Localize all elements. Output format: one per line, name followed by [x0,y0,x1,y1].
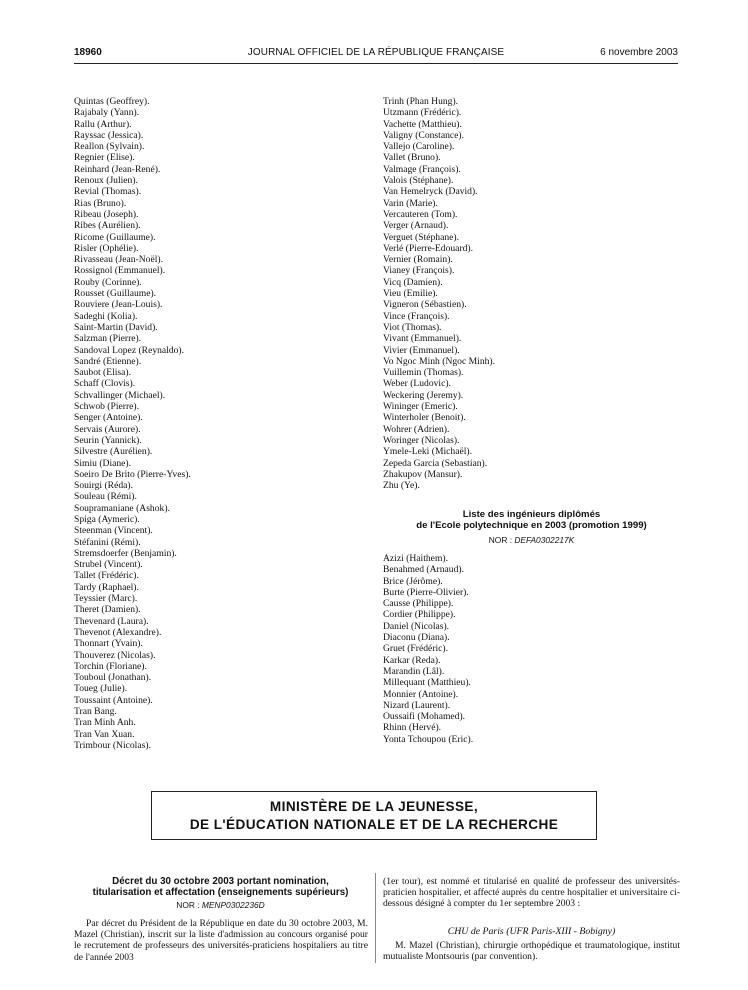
name-entry: Viot (Thomas). [383,321,442,333]
name-entry: Souleau (Rémi). [74,491,137,503]
name-entry: Tran Bang. [74,706,117,718]
journal-title: JOURNAL OFFICIEL DE LA RÉPUBLIQUE FRANÇAISE [247,47,505,58]
ministry-line1: MINISTÈRE DE LA JEUNESSE, [269,799,479,814]
name-entry: Zhakupov (Mansur). [383,468,463,480]
name-entry: Theret (Damien). [74,604,141,616]
name-entry: Stremsdoerfer (Benjamin). [74,547,177,559]
name-entry: Causse (Philippe). [383,598,454,610]
name-entry: Rouby (Corinne). [74,276,142,288]
name-entry: Rousset (Guillaume). [74,288,157,300]
page-number: 18960 [74,47,102,58]
decree-title [74,876,367,898]
name-entry: Verguet (Stéphane). [383,231,460,243]
name-entry: Thonnart (Yvain). [74,638,143,650]
name-entry: Rallu (Arthur). [74,118,132,130]
name-entry: Valigny (Constance). [383,129,464,141]
name-entry: Brice (Jérôme). [383,575,443,587]
name-entry: Tardy (Raphael). [74,581,139,593]
name-entry: Rhinn (Hervé). [383,722,442,734]
name-entry: Karkar (Reda). [383,654,441,666]
name-entry: Rossignol (Emmanuel). [74,265,166,277]
name-entry: Vieu (Emilie). [383,288,438,300]
name-entry: Cordier (Philippe). [383,609,456,621]
name-entry: Toueg (Julie). [74,683,128,695]
name-entry: Valmage (François). [383,163,461,175]
chu-heading: CHU de Paris (UFR Paris-XIII - Bobigny) [447,926,616,937]
name-entry: Winterholer (Benoit). [383,412,466,424]
page-header [74,47,678,61]
name-entry: Vivier (Emmanuel). [383,344,460,356]
name-entry: Reinhard (Jean-René). [74,163,161,175]
name-entry: Vuillemin (Thomas). [383,367,464,379]
name-entry: Strubel (Vincent). [74,559,143,571]
name-entry: Trinh (Phan Hung). [383,96,459,107]
name-entry: Sandoval Lopez (Reynaldo). [74,344,185,356]
name-entry: Valois (Stéphane). [383,175,454,187]
name-entry: Vince (François). [383,310,450,322]
name-entry: Trimbour (Nicolas). [74,739,151,751]
name-entry: Rivasseau (Jean-Noël). [74,254,163,266]
name-entry: Woringer (Nicolas). [383,434,460,446]
liste-nor-code: DEFA0302217K [514,535,575,545]
name-entry: Zhu (Ye). [383,480,420,492]
name-entry: Tallet (Frédéric). [74,570,139,582]
name-entry: Vigneron (Sébastien). [383,299,467,311]
decree-nor-label: NOR : [176,900,200,910]
name-entry: Vicq (Damien). [383,276,443,288]
name-entry: Millequant (Matthieu). [383,677,471,689]
name-entry: Thevenard (Laura). [74,615,149,627]
name-entry: Soupramaniane (Ashok). [74,502,170,514]
name-entry: Reallon (Sylvain). [74,141,145,153]
name-entry: Van Hemelryck (David). [383,186,478,198]
name-entry: Silvestre (Aurélien). [74,446,153,458]
name-entry: Ricome (Guillaume). [74,231,156,243]
name-entry: Weber (Ludovic). [383,378,451,390]
name-entry: Senger (Antoine). [74,412,143,424]
name-entry: Gruet (Frédéric). [383,643,448,655]
name-entry: Quintas (Geoffrey). [74,96,150,107]
ministry-line2: DE L'ÉDUCATION NATIONALE ET DE LA RECHERCHE [189,817,559,832]
name-entry: Vercauteren (Tom). [383,208,458,220]
name-entry: Soeiro De Brito (Pierre-Yves). [74,468,191,480]
name-entry: Touboul (Jonathan). [74,672,152,684]
name-entry: Souirgi (Réda). [74,480,133,492]
decree-title-line1: Décret du 30 octobre 2003 portant nomination, [112,876,329,887]
name-entry: Yonta Tchoupou (Eric). [383,733,474,745]
ministry-box [151,791,597,840]
name-entry: Wohrer (Adrien). [383,423,450,435]
name-entry: Simiu (Diane). [74,457,132,469]
decree-title-line2: titularisation et affectation (enseignements supérieurs) [92,887,349,898]
name-entry: Ribes (Aurélien). [74,220,141,232]
appointee-paragraph: M. Mazel (Christian), chirurgie orthopédique et traumatologique, institut mutualiste Montsouris (par convention). [383,940,680,963]
name-entry: Sadeghi (Kolia). [74,310,138,322]
name-entry: Wininger (Emeric). [383,401,458,413]
name-entry: Renoux (Julien). [74,175,138,187]
name-entry: Teyssier (Marc). [74,593,138,605]
decree-paragraph: Par décret du Président de la République en date du 30 octobre 2003, M. Mazel (Christian), inscrit sur la liste d'admission au concours organisé pour le recrutement de professeurs des universités-praticiens hospitaliers au titre de l'année 2003 [74,918,368,963]
name-entry: Vallet (Bruno). [383,152,441,164]
name-entry: Rajabaly (Yann). [74,107,140,119]
right-name-column [383,96,495,491]
name-entry: Marandin (Lâl). [383,665,445,677]
name-entry: Rias (Bruno). [74,197,127,209]
name-entry: Weckering (Jeremy). [383,389,464,401]
decree-nor [74,900,367,910]
name-entry: Saint-Martin (David). [74,321,158,333]
name-entry: Toussaint (Antoine). [74,694,153,706]
name-entry: Zepeda Garcia (Sebastian). [383,457,488,469]
name-entry: Nizard (Laurent). [383,699,451,711]
name-entry: Salzman (Pierre). [74,333,142,345]
name-entry: Varin (Marie). [383,197,438,209]
name-entry: Rayssac (Jessica). [74,129,144,141]
issue-date: 6 novembre 2003 [600,47,678,58]
name-entry: Thouverez (Nicolas). [74,649,156,661]
name-entry: Monnier (Antoine). [383,688,459,700]
name-entry: Tran Minh Anh. [74,717,136,729]
name-entry: Servais (Aurore). [74,423,141,435]
liste-title-line2: de l'Ecole polytechnique en 2003 (promotion 1999) [416,520,647,531]
name-entry: Vernier (Romain). [383,254,453,266]
liste-title-line1: Liste des ingénieurs diplômés [462,509,601,520]
name-entry: Revial (Thomas). [74,186,142,198]
name-entry: Regnier (Elise). [74,152,135,164]
name-entry: Vachette (Matthieu). [383,118,462,130]
liste-nor [383,535,680,545]
column-divider [375,873,376,963]
name-entry: Benahmed (Arnaud). [383,564,464,576]
liste-nor-label: NOR : [488,535,513,545]
name-entry: Burte (Pierre-Olivier). [383,586,469,598]
name-entry: Tran Van Xuan. [74,728,135,740]
polytechnique-name-list [383,553,473,745]
name-entry: Vivant (Emmanuel). [383,333,462,345]
name-entry: Daniel (Nicolas). [383,620,450,632]
name-entry: Steenman (Vincent). [74,525,153,537]
name-entry: Seurin (Yannick). [74,434,142,446]
name-entry: Stéfanini (Rémi). [74,536,141,548]
name-entry: Spiga (Aymeric). [74,513,140,525]
name-entry: Vianey (François). [383,265,455,277]
name-entry: Sandré (Etienne). [74,355,142,367]
decree-nor-code: MENP0302236D [201,900,265,910]
name-entry: Utzmann (Frédéric). [383,107,462,119]
name-entry: Saubot (Elisa). [74,367,132,379]
name-entry: Vo Ngoc Minh (Ngoc Minh). [383,355,496,367]
name-entry: Schvallinger (Michael). [74,389,166,401]
name-entry: Vallejo (Caroline). [383,141,455,153]
name-entry: Ribeau (Joseph). [74,208,139,220]
name-entry: Risler (Ophélie). [74,242,139,254]
name-entry: Ymele-Leki (Michaël). [383,446,472,458]
left-name-column [74,96,191,751]
name-entry: Oussaifi (Mohamed). [383,711,466,723]
name-entry: Schaff (Clovis). [74,378,136,390]
name-entry: Schwob (Pierre). [74,401,140,413]
decree-continuation: (1er tour), est nommé et titularisé en qualité de professeur des universités-praticien hospitalier, et affecté auprès du centre hospitalier et universitaire ci-dessous désigné à compter du 1er septembre 2003 : [383,876,680,910]
name-entry: Torchin (Floriane). [74,660,147,672]
name-entry: Diaconu (Diana). [383,632,450,644]
name-entry: Verlé (Pierre-Edouard). [383,242,474,254]
name-entry: Thevenot (Alexandre). [74,626,162,638]
name-entry: Rouviere (Jean-Louis). [74,299,163,311]
header-rule [74,63,678,64]
name-entry: Verger (Arnaud). [383,220,449,232]
name-entry: Azizi (Haithem). [383,553,448,564]
liste-title [383,509,680,531]
